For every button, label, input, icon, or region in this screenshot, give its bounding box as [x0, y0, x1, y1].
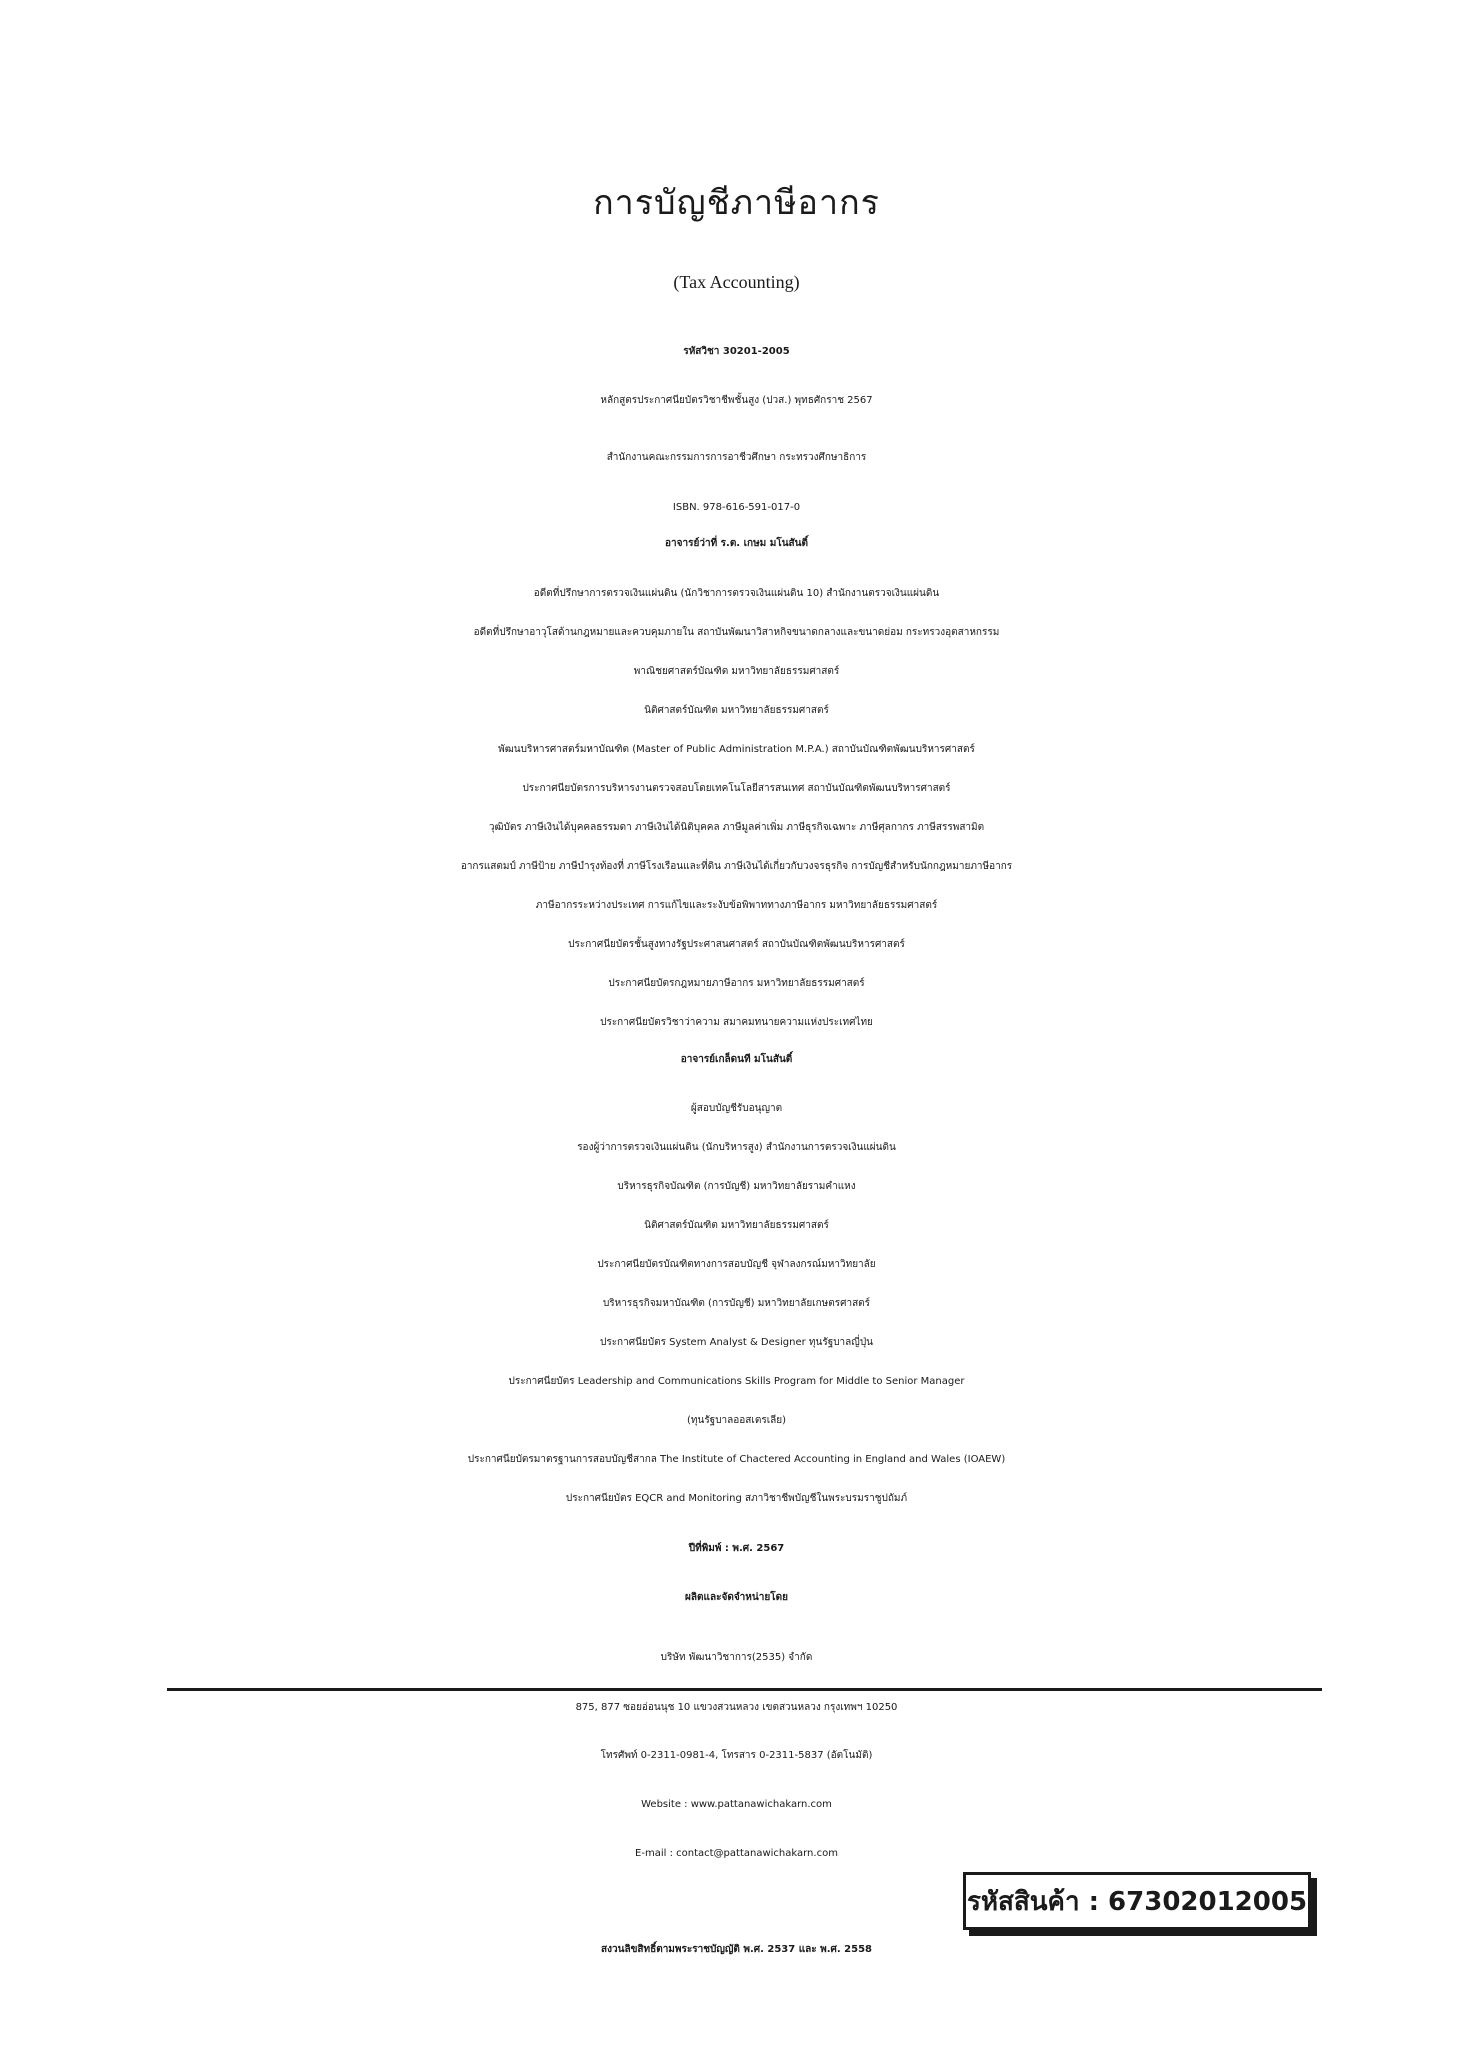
- isbn: ISBN. 978-616-591-017-0: [672, 502, 801, 513]
- publisher-email: E-mail : contact@pattanawichakarn.com: [635, 1848, 838, 1859]
- book-subtitle: (Tax Accounting): [673, 272, 800, 292]
- author2-credential: ประกาศนียบัตรบัณฑิตทางการสอบบัญชี จุฬาลงกรณ์มหาวิทยาลัย: [597, 1259, 876, 1270]
- book-title: การบัญชีภาษีอากร: [593, 183, 880, 223]
- author2-credential: ผู้สอบบัญชีรับอนุญาต: [690, 1103, 783, 1114]
- produced-by: ผลิตและจัดจำหน่ายโดย: [685, 1592, 788, 1603]
- author1-credential: ภาษีอากรระหว่างประเทศ การแก้ไขและระงับข้อพิพาททางภาษีอากร มหาวิทยาลัยธรรมศาสตร์: [535, 900, 938, 911]
- author1-credential: วุฒิบัตร ภาษีเงินได้บุคคลธรรมดา ภาษีเงินได้นิติบุคคล ภาษีมูลค่าเพิ่ม ภาษีธุรกิจเฉพาะ ภาษีศุลกากร ภาษีสรรพสามิต: [488, 822, 985, 833]
- publisher-name: บริษัท พัฒนาวิชาการ(2535) จำกัด: [660, 1652, 813, 1663]
- author2-credential: ประกาศนียบัตร System Analyst & Designer ทุนรัฐบาลญี่ปุ่น: [599, 1337, 874, 1348]
- author1-credential: ประกาศนียบัตรการบริหารงานตรวจสอบโดยเทคโนโลยีสารสนเทศ สถาบันบัณฑิตพัฒนบริหารศาสตร์: [522, 783, 951, 794]
- author1-credential: พาณิชยศาสตร์บัณฑิต มหาวิทยาลัยธรรมศาสตร์: [633, 666, 840, 677]
- copyright-notice: สงวนลิขสิทธิ์ตามพระราชบัญญัติ พ.ศ. 2537 และ พ.ศ. 2558: [601, 1944, 872, 1955]
- author2-name: อาจารย์เกล็ดนที มโนสันติ์: [680, 1054, 793, 1065]
- author1-credential: อดีตที่ปรึกษาอาวุโสด้านกฎหมายและควบคุมภายใน สถาบันพัฒนาวิสาหกิจขนาดกลางและขนาดย่อม กระทรวงอุตสาหกรรม: [473, 627, 1000, 638]
- publication-year: ปีที่พิมพ์ : พ.ศ. 2567: [688, 1543, 785, 1554]
- author2-credential: บริหารธุรกิจบัณฑิต (การบัญชี) มหาวิทยาลัยรามคำแหง: [617, 1181, 856, 1192]
- author2-credential: นิติศาสตร์บัณฑิต มหาวิทยาลัยธรรมศาสตร์: [644, 1220, 829, 1231]
- author2-credential: ประกาศนียบัตรมาตรฐานการสอบบัญชีสากล The Institute of Chactered Accounting in England and Wales (IOAEW): [467, 1454, 1006, 1465]
- course-code: รหัสวิชา 30201-2005: [683, 346, 790, 357]
- publisher-website: Website : www.pattanawichakarn.com: [641, 1799, 832, 1810]
- curriculum: หลักสูตรประกาศนียบัตรวิชาชีพชั้นสูง (ปวส.) พุทธศักราช 2567: [600, 395, 873, 406]
- author1-credential: ประกาศนียบัตรกฎหมายภาษีอากร มหาวิทยาลัยธรรมศาสตร์: [608, 978, 865, 989]
- author1-name: อาจารย์ว่าที่ ร.ต. เกษม มโนสันติ์: [665, 538, 808, 549]
- divider-line: [167, 1688, 1322, 1691]
- office: สำนักงานคณะกรรมการการอาชีวศึกษา กระทรวงศึกษาธิการ: [606, 452, 867, 463]
- product-code: รหัสสินค้า : 67302012005: [966, 1886, 1308, 1917]
- publisher-phone: โทรศัพท์ 0-2311-0981-4, โทรสาร 0-2311-5837 (อัตโนมัติ): [600, 1750, 873, 1761]
- author1-credential: อดีตที่ปรึกษาการตรวจเงินแผ่นดิน (นักวิชาการตรวจเงินแผ่นดิน 10) สำนักงานตรวจเงินแผ่นดิน: [533, 588, 940, 599]
- author2-credential: ประกาศนียบัตร EQCR and Monitoring สภาวิชาชีพบัญชีในพระบรมราชูปถัมภ์: [565, 1493, 908, 1504]
- author1-credential: อากรแสตมป์ ภาษีป้าย ภาษีบำรุงท้องที่ ภาษีโรงเรือนและที่ดิน ภาษีเงินได้เกี่ยวกับวงจรธุรกิจ การบัญชีสำหรับนักกฎหมายภาษีอากร: [460, 861, 1013, 872]
- author1-credential: ประกาศนียบัตรชั้นสูงทางรัฐประศาสนศาสตร์ สถาบันบัณฑิตพัฒนบริหารศาสตร์: [568, 939, 905, 950]
- author2-credential: (ทุนรัฐบาลออสเตรเลีย): [686, 1415, 786, 1426]
- author1-credential: นิติศาสตร์บัณฑิต มหาวิทยาลัยธรรมศาสตร์: [644, 705, 829, 716]
- product-code-box: [963, 1872, 1311, 1930]
- author1-credential: พัฒนบริหารศาสตร์มหาบัณฑิต (Master of Public Administration M.P.A.) สถาบันบัณฑิตพัฒนบริหารศาสตร์: [498, 744, 975, 755]
- publisher-address: 875, 877 ซอยอ่อนนุช 10 แขวงสวนหลวง เขตสวนหลวง กรุงเทพฯ 10250: [575, 1702, 898, 1713]
- author2-credential: บริหารธุรกิจมหาบัณฑิต (การบัญชี) มหาวิทยาลัยเกษตรศาสตร์: [602, 1298, 871, 1309]
- author1-credential: ประกาศนียบัตรวิชาว่าความ สมาคมทนายความแห่งประเทศไทย: [600, 1017, 873, 1028]
- author2-credential: รองผู้ว่าการตรวจเงินแผ่นดิน (นักบริหารสูง) สำนักงานการตรวจเงินแผ่นดิน: [577, 1142, 896, 1153]
- author2-credential: ประกาศนียบัตร Leadership and Communications Skills Program for Middle to Senior Manager: [508, 1376, 965, 1387]
